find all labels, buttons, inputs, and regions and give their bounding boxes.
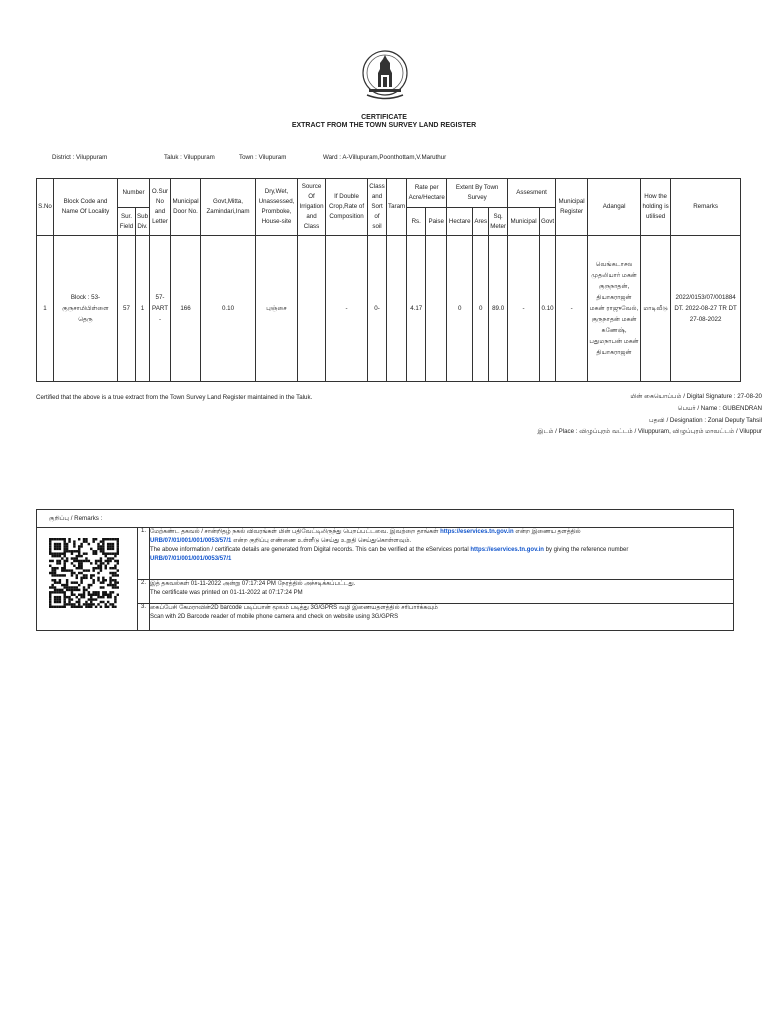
cell-sub-div: 1 — [136, 236, 150, 382]
remark-english: Scan with 2D Barcode reader of mobile phone camera and check on website using 3G/GPRS — [150, 614, 399, 620]
remark-number: 2. — [137, 579, 150, 603]
certificate-title: CERTIFICATE — [361, 114, 407, 121]
header-osur: O.Sur No and Letter — [150, 179, 171, 236]
cell-holding: மாடிவீடு — [641, 236, 671, 382]
header-block: Block Code and Name Of Locality — [54, 179, 118, 236]
remark-tamil-c: என்ற குறிப்பு எண்ணை உள்ளீடு செய்து உறுதி செய்துகொள்ளவும். — [233, 538, 412, 544]
cell-remarks: 2022/0153/07/001884 DT. 2022-08-27 TR DT 27-08-2022 — [671, 236, 741, 382]
signer-designation: பதவி / Designation : Zonal Deputy Tahsil — [649, 417, 762, 424]
remark-item — [137, 527, 733, 580]
remark-tamil-b: என்ற இணைய தளத்தில் — [515, 529, 581, 535]
ward-label: Ward : A-Villupuram,Poonthottam,V.Maruthur — [323, 154, 447, 161]
header-sub-div: Sub Div. — [136, 208, 150, 236]
remarks-box — [36, 509, 734, 631]
town-label: Town : Vilupuram — [239, 154, 287, 161]
cell-ares: 0 — [473, 236, 489, 382]
cell-hectare: 0 — [447, 236, 473, 382]
cell-sno: 1 — [37, 236, 54, 382]
header-municipal: Municipal — [508, 208, 540, 236]
signer-name: பெயர் / Name : GUBENDRAN — [677, 405, 762, 412]
cell-sur-field: 57 — [118, 236, 136, 382]
header-taram: Taram — [387, 179, 407, 236]
header-paise: Paise — [426, 208, 447, 236]
header-holding: How the holding is utilised — [641, 179, 671, 236]
reference-number: URB/07/01/001/001/0053/57/1 — [150, 538, 232, 544]
header-sur-field: Sur. Field — [118, 208, 136, 236]
remarks-list — [137, 527, 733, 630]
district-label: District : Viluppuram — [52, 154, 108, 161]
cell-adangal: வெங்கடாசல முதலியார் மகன் குருநாதன், தியாகராஜன் மகன் ராஜுவேல், குருநாதன் மகன் கணேஷ், பதுமநாபன் மகன் தியாகராஜன் — [588, 236, 641, 382]
cell-paise — [426, 236, 447, 382]
header-rate: Rate per Acre/Hectare — [407, 179, 447, 208]
header-sno: S.No — [37, 179, 54, 236]
remark-english: The certificate was printed on 01-11-2022 at 07:17:24 PM — [150, 590, 303, 596]
cell-dry: புஞ்சை — [256, 236, 298, 382]
header-extent: Extent By Town Survey — [447, 179, 508, 208]
header-govt-assess: Govt — [540, 208, 556, 236]
cell-municipal-register: - — [556, 236, 588, 382]
header-ares: Ares — [473, 208, 489, 236]
cell-govt: 0.10 — [201, 236, 256, 382]
header-sqmeter: Sq. Meter — [489, 208, 508, 236]
remark-item — [137, 603, 733, 630]
qr-code-icon — [49, 538, 119, 608]
taluk-label: Taluk : Viluppuram — [164, 154, 215, 161]
cell-sqmeter: 89.0 — [489, 236, 508, 382]
header-source: Source Of Irrigation and Class — [298, 179, 326, 236]
remarks-heading: குறிப்பு / Remarks : — [37, 510, 733, 528]
header-remarks: Remarks — [671, 179, 741, 236]
header-govt: Govt,Mitta, Zamindari,Inam — [201, 179, 256, 236]
header-adangal: Adangal — [588, 179, 641, 236]
digital-signature: மின் கையொப்பம் / Digital Signature : 27-08-20 — [630, 393, 762, 400]
header-assesment: Assesment — [508, 179, 556, 208]
remark-number: 3. — [137, 603, 150, 630]
cell-double-crop: - — [326, 236, 368, 382]
reference-number-2: URB/07/01/001/001/0053/57/1 — [150, 556, 232, 562]
header-municipal-door: Municipal Door No. — [171, 179, 201, 236]
cell-taram — [387, 236, 407, 382]
cell-rs: 4.17 — [407, 236, 426, 382]
remark-tamil-a: மேற்கண்ட தகவல் / சான்றிதழ் நகல் விவரங்கள் மின் பதிவேட்டிலிருந்து பெறப்பட்டவை. இவற்றை தாங்கள் — [150, 529, 439, 535]
remark-text — [150, 580, 731, 598]
signer-place: இடம் / Place : விழுப்புரம் வட்டம் / Viluppuram, விழுப்புரம் மாவட்டம் / Viluppur — [537, 428, 762, 435]
remark-english-b: by giving the reference number — [545, 547, 629, 553]
land-register-table — [36, 178, 741, 382]
eservices-link-2[interactable]: https://eservices.tn.gov.in — [470, 547, 544, 553]
header-municipal-register: Municipal Register — [556, 179, 588, 236]
remark-text — [150, 528, 731, 564]
header-rs: Rs. — [407, 208, 426, 236]
header-number: Number — [118, 179, 150, 208]
cell-door: 166 — [171, 236, 201, 382]
remark-tamil: இத் தகவல்கள் 01-11-2022 அன்று 07:17:24 PM நேரத்தில் அச்சடிக்கப்பட்டது. — [150, 581, 356, 587]
cell-block: Block : 53-குருசாமிபிள்ளை தெரு — [54, 236, 118, 382]
eservices-link[interactable]: https://eservices.tn.gov.in — [440, 529, 514, 535]
header-double-crop: If Double Crop,Rate of Composition — [326, 179, 368, 236]
remark-tamil: கைப்பேசி கேமராவின்2D barcode படிப்பான் மூலம் படித்து 3G/GPRS வழி இணையதளத்தில் சரிபார்க்கவும் — [150, 605, 438, 611]
header-dry: Dry,Wet, Unassessed, Promboke, House-site — [256, 179, 298, 236]
remark-text — [150, 604, 731, 622]
remark-number: 1. — [137, 527, 150, 579]
cell-source — [298, 236, 326, 382]
cell-class-sort: 0- — [368, 236, 387, 382]
table-row — [37, 236, 741, 382]
remark-item — [137, 579, 733, 604]
header-hectare: Hectare — [447, 208, 473, 236]
tamil-nadu-emblem — [361, 49, 409, 105]
header-class-sort: Class and Sort of soil — [368, 179, 387, 236]
remark-english-a: The above information / certificate details are generated from Digital records. This can be verified at the eServices portal — [150, 547, 469, 553]
cell-govt-assess: 0.10 — [540, 236, 556, 382]
certificate-subtitle: EXTRACT FROM THE TOWN SURVEY LAND REGISTER — [291, 122, 477, 129]
cell-municipal: - — [508, 236, 540, 382]
certified-statement: Certified that the above is a true extract from the Town Survey Land Register maintained in the Taluk. — [36, 394, 313, 401]
cell-osur: 57-PART - — [150, 236, 171, 382]
